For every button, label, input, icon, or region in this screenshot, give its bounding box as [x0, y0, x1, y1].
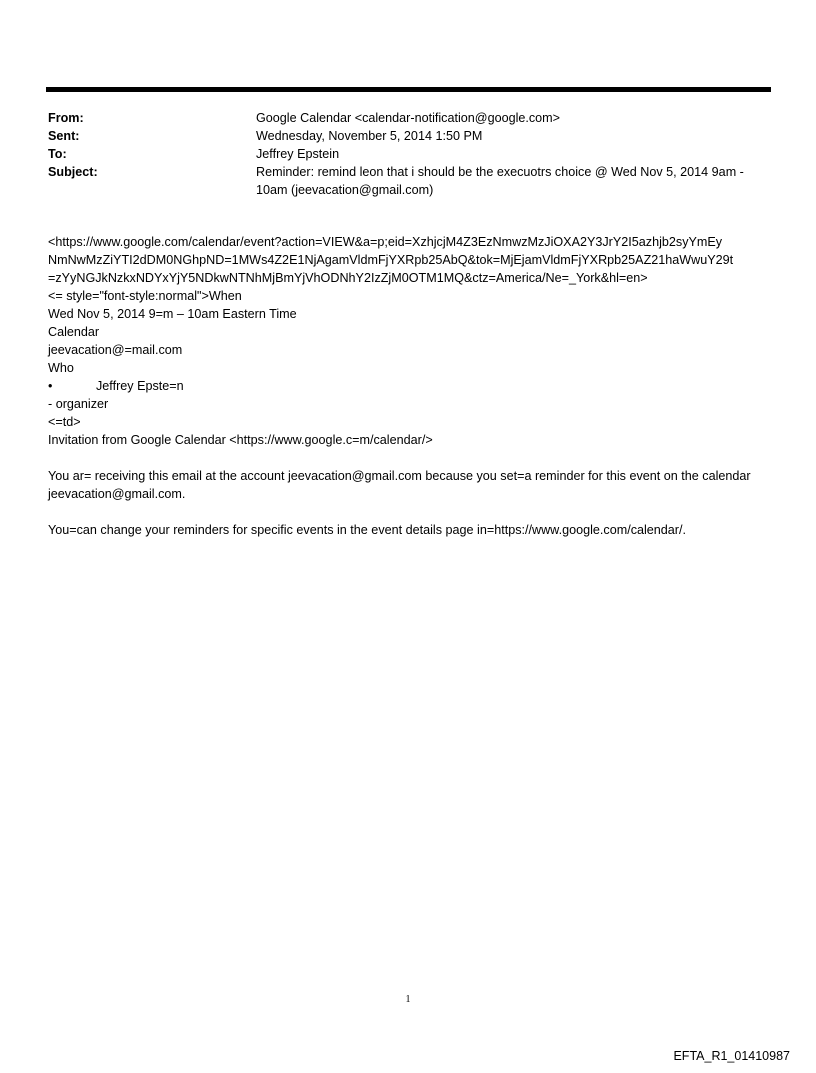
subject-value: Reminder: remind leon that i should be the execuotrs choice @ Wed Nov 5, 2014 9am - 10am (jeevacation@gmail.com)	[256, 165, 744, 197]
from-row	[48, 109, 772, 127]
event-url-line-2[interactable]: NmNwMzZiYTI2dDM0NGhpND=1MWs4Z2E1NjAgamVldmFjYXRpb25AbQ&tok=MjEjamVldmFjYXRpb25AZ21haWwuY29t	[48, 253, 734, 267]
who-label: Who	[48, 361, 74, 375]
calendar-label: Calendar	[48, 325, 100, 339]
invitation-line[interactable]: Invitation from Google Calendar <https://www.google.c=m/calendar/>	[48, 433, 433, 447]
header-divider	[46, 87, 771, 92]
email-body	[48, 233, 776, 539]
organizer-line: - organizer	[48, 397, 109, 411]
subject-label: Subject:	[48, 165, 98, 179]
sent-label: Sent:	[48, 129, 80, 143]
sent-value: Wednesday, November 5, 2014 1:50 PM	[256, 129, 483, 143]
from-value: Google Calendar <calendar-notification@google.com>	[256, 111, 561, 125]
attendee-list-item	[48, 377, 776, 395]
receiving-paragraph: You ar= receiving this email at the account jeevacation@gmail.com because you set=a reminder for this event on the calendar jeevacation@gmail.com.	[48, 469, 751, 501]
to-label: To:	[48, 147, 67, 161]
document-id: EFTA_R1_01410987	[673, 1049, 790, 1063]
when-value: Wed Nov 5, 2014 9=m – 10am Eastern Time	[48, 307, 297, 321]
attendee-name: Jeffrey Epste=n	[96, 379, 184, 393]
page-number: 1	[405, 994, 411, 1005]
change-reminders-paragraph: You=can change your reminders for specific events in the event details page in=https://www.google.com/calendar/.	[48, 523, 686, 537]
td-line: <=td>	[48, 415, 81, 429]
style-when-line: <= style="font-style:normal">When	[48, 289, 242, 303]
event-url-line-1[interactable]: <https://www.google.com/calendar/event?action=VIEW&a=p;eid=XzhjcjM4Z3EzNmwzMzJiOXA2Y3JrY2I5azhjb2syYmEy	[48, 235, 723, 249]
to-row	[48, 145, 772, 163]
from-label: From:	[48, 111, 84, 125]
event-url-line-3[interactable]: =zYyNGJkNzkxNDYxYjY5NDkwNTNhMjBmYjVhODNhY2IzZjM0OTM1MQ&ctz=America/Ne=_York&hl=en>	[48, 271, 648, 285]
calendar-value[interactable]: jeevacation@=mail.com	[48, 343, 183, 357]
subject-row	[48, 163, 772, 199]
bullet-icon: •	[48, 379, 53, 393]
email-header	[48, 109, 772, 199]
to-value: Jeffrey Epstein	[256, 147, 340, 161]
sent-row	[48, 127, 772, 145]
